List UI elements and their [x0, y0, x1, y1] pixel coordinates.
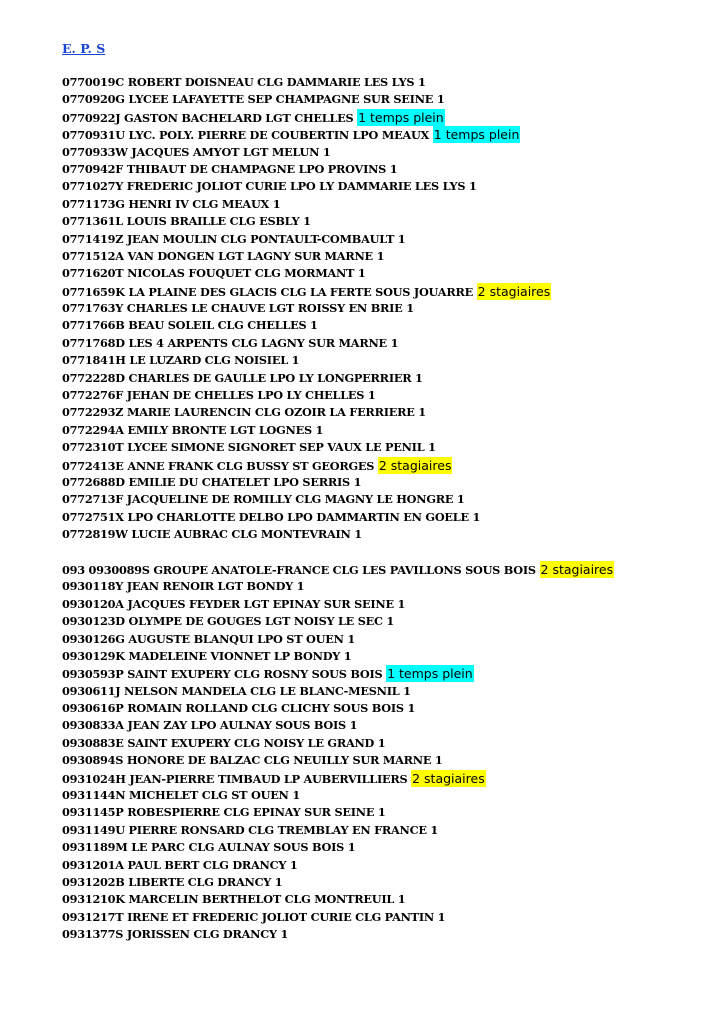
list-item	[62, 717, 702, 734]
list-item	[62, 578, 702, 595]
group-separator	[62, 544, 702, 561]
establishment-text: 0771512A VAN DONGEN LGT LAGNY SUR MARNE 1	[62, 248, 385, 263]
establishment-text: 0930883E SAINT EXUPERY CLG NOISY LE GRAND 1	[62, 735, 386, 750]
list-item	[62, 474, 702, 491]
establishment-text: 0771620T NICOLAS FOUQUET CLG MORMANT 1	[62, 266, 366, 281]
establishment-text: 0771361L LOUIS BRAILLE CLG ESBLY 1	[62, 214, 311, 229]
establishment-text: 0931144N MICHELET CLG ST OUEN 1	[62, 788, 300, 803]
list-item	[62, 265, 702, 282]
list-item	[62, 665, 702, 682]
list-item	[62, 213, 702, 230]
list-item	[62, 248, 702, 265]
establishment-text: 0931189M LE PARC CLG AULNAY SOUS BOIS 1	[62, 840, 356, 855]
list-item	[62, 770, 702, 787]
list-item	[62, 596, 702, 613]
list-item	[62, 683, 702, 700]
establishment-text: 0931202B LIBERTE CLG DRANCY 1	[62, 874, 283, 889]
establishment-text: 0770922J GASTON BACHELARD LGT CHELLES	[62, 110, 358, 125]
list-item	[62, 857, 702, 874]
list-item	[62, 926, 702, 943]
establishment-text: 0930894S HONORE DE BALZAC CLG NEUILLY SUR MARNE 1	[62, 753, 443, 768]
establishment-text: 0930129K MADELEINE VIONNET LP BONDY 1	[62, 648, 352, 663]
establishment-text: 0770019C ROBERT DOISNEAU CLG DAMMARIE LES LYS 1	[62, 75, 426, 89]
list-item	[62, 874, 702, 891]
establishment-text: 0930118Y JEAN RENOIR LGT BONDY 1	[62, 579, 305, 594]
list-item	[62, 613, 702, 630]
establishment-text: 0772310T LYCEE SIMONE SIGNORET SEP VAUX LE PENIL 1	[62, 440, 436, 455]
list-item	[62, 109, 702, 126]
list-item	[62, 144, 702, 161]
establishment-text: 0770920G LYCEE LAFAYETTE SEP CHAMPAGNE SUR SEINE 1	[62, 92, 445, 107]
list-item	[62, 509, 702, 526]
trainees-highlight: 2 stagiaires	[412, 770, 485, 786]
establishment-text: 0930120A JACQUES FEYDER LGT EPINAY SUR SEINE 1	[62, 596, 406, 611]
list-item	[62, 196, 702, 213]
list-item	[62, 631, 702, 648]
establishment-text: 0771768D LES 4 ARPENTS CLG LAGNY SUR MARNE 1	[62, 335, 399, 350]
list-item	[62, 804, 702, 821]
full-time-highlight: 1 temps plein	[433, 127, 520, 143]
establishment-text: 0930123D OLYMPE DE GOUGES LGT NOISY LE SEC 1	[62, 614, 395, 629]
establishment-text: 0771763Y CHARLES LE CHAUVE LGT ROISSY EN BRIE 1	[62, 301, 414, 316]
list-item	[62, 317, 702, 334]
trainees-highlight: 2 stagiaires	[477, 283, 551, 299]
establishment-text: 0930126G AUGUSTE BLANQUI LPO ST OUEN 1	[62, 631, 355, 646]
establishment-text: 0931201A PAUL BERT CLG DRANCY 1	[62, 857, 298, 872]
establishment-text: 0930616P ROMAIN ROLLAND CLG CLICHY SOUS BOIS 1	[62, 701, 416, 716]
establishment-text: 0772713F JACQUELINE DE ROMILLY CLG MAGNY LE HONGRE 1	[62, 492, 465, 507]
establishment-text: 0930611J NELSON MANDELA CLG LE BLANC-MESNIL 1	[62, 683, 411, 698]
list-item	[62, 526, 702, 543]
list-item	[62, 561, 702, 578]
establishment-list	[62, 74, 702, 944]
establishment-text: 0771419Z JEAN MOULIN CLG PONTAULT-COMBAULT 1	[62, 231, 406, 246]
list-item	[62, 491, 702, 508]
list-item	[62, 74, 702, 91]
list-item	[62, 387, 702, 404]
list-item	[62, 335, 702, 352]
list-item	[62, 161, 702, 178]
establishment-text: 0930833A JEAN ZAY LPO AULNAY SOUS BOIS 1	[62, 718, 358, 733]
establishment-text: 0931377S JORISSEN CLG DRANCY 1	[62, 927, 289, 942]
establishment-text: 0770933W JACQUES AMYOT LGT MELUN 1	[62, 144, 331, 159]
list-item	[62, 370, 702, 387]
establishment-text: 0771766B BEAU SOLEIL CLG CHELLES 1	[62, 318, 318, 333]
establishment-text: 0772688D EMILIE DU CHATELET LPO SERRIS 1	[62, 474, 362, 489]
list-item	[62, 735, 702, 752]
list-item	[62, 700, 702, 717]
establishment-text: 0772228D CHARLES DE GAULLE LPO LY LONGPERRIER 1	[62, 370, 423, 385]
establishment-text: 0771841H LE LUZARD CLG NOISIEL 1	[62, 353, 300, 368]
list-item	[62, 126, 702, 143]
list-item	[62, 891, 702, 908]
establishment-text: 093 0930089S GROUPE ANATOLE-FRANCE CLG LES PAVILLONS SOUS BOIS	[62, 562, 540, 577]
establishment-text: 0931145P ROBESPIERRE CLG EPINAY SUR SEINE 1	[62, 805, 386, 820]
list-item	[62, 648, 702, 665]
full-time-highlight: 1 temps plein	[387, 666, 473, 682]
document-title: E. P. S	[62, 41, 106, 56]
list-item	[62, 439, 702, 456]
establishment-text: 0772751X LPO CHARLOTTE DELBO LPO DAMMARTIN EN GOELE 1	[62, 509, 481, 524]
establishment-text: 0770931U LYC. POLY. PIERRE DE COUBERTIN LPO MEAUX	[62, 128, 433, 143]
establishment-text: 0772293Z MARIE LAURENCIN CLG OZOIR LA FERRIERE 1	[62, 405, 426, 420]
list-item	[62, 352, 702, 369]
list-item	[62, 422, 702, 439]
document-page	[62, 40, 702, 944]
establishment-text: 0772413E ANNE FRANK CLG BUSSY ST GEORGES	[62, 458, 378, 473]
establishment-text: 0931210K MARCELIN BERTHELOT CLG MONTREUIL 1	[62, 892, 406, 907]
list-item	[62, 404, 702, 421]
establishment-text: 0772819W LUCIE AUBRAC CLG MONTEVRAIN 1	[62, 527, 362, 542]
establishment-text: 0772276F JEHAN DE CHELLES LPO LY CHELLES 1	[62, 388, 376, 403]
list-item	[62, 822, 702, 839]
full-time-highlight: 1 temps plein	[358, 109, 444, 125]
list-item	[62, 231, 702, 248]
establishment-text: 0930593P SAINT EXUPERY CLG ROSNY SOUS BOIS	[62, 667, 387, 682]
establishment-text: 0771027Y FREDERIC JOLIOT CURIE LPO LY DAMMARIE LES LYS 1	[62, 179, 477, 194]
trainees-highlight: 2 stagiaires	[540, 561, 614, 577]
establishment-text: 0931024H JEAN-PIERRE TIMBAUD LP AUBERVILLIERS	[62, 771, 412, 786]
list-item	[62, 839, 702, 856]
list-item	[62, 787, 702, 804]
establishment-text: 0772294A EMILY BRONTE LGT LOGNES 1	[62, 422, 324, 437]
list-item	[62, 283, 702, 300]
list-item	[62, 909, 702, 926]
list-item	[62, 300, 702, 317]
list-item	[62, 457, 702, 474]
trainees-highlight: 2 stagiaires	[378, 457, 452, 473]
establishment-text: 0771659K LA PLAINE DES GLACIS CLG LA FERTE SOUS JOUARRE	[62, 284, 477, 299]
list-item	[62, 91, 702, 108]
establishment-text: 0931217T IRENE ET FREDERIC JOLIOT CURIE CLG PANTIN 1	[62, 909, 446, 924]
list-item	[62, 752, 702, 769]
establishment-text: 0771173G HENRI IV CLG MEAUX 1	[62, 196, 281, 211]
establishment-text: 0931149U PIERRE RONSARD CLG TREMBLAY EN FRANCE 1	[62, 822, 438, 837]
establishment-text: 0770942F THIBAUT DE CHAMPAGNE LPO PROVINS 1	[62, 161, 398, 176]
list-item	[62, 178, 702, 195]
